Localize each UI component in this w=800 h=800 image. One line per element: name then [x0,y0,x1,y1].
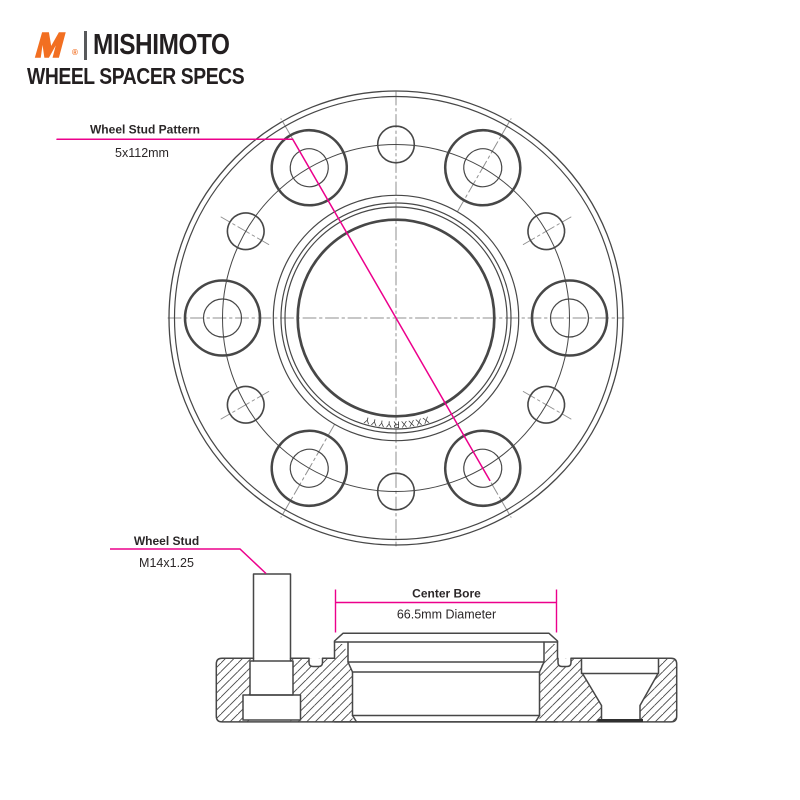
center-bore-label: Center Bore [412,586,481,601]
countersink-exit-edge [598,719,644,722]
counterbore-opening [582,659,659,674]
right-groove [558,658,571,666]
wheel-stud-label: Wheel Stud [133,534,200,548]
stud-pattern-value: 5x112mm [115,146,169,160]
wheel-stud-value: M14x1.25 [139,556,194,570]
page-subtitle: WHEEL SPACER SPECS [27,63,245,89]
wheel-stud-shaft [254,574,291,661]
left-groove [309,658,323,666]
stud-head-zone [243,695,301,720]
spacer-top-view [57,91,624,546]
spacer-section-view [110,534,677,722]
part-number-arc-text: XXXXRYYYY [361,414,431,430]
center-bore-value: 66.5mm Diameter [396,607,497,622]
bore-zone [335,633,558,722]
stud-pattern-label: Wheel Stud Pattern [89,122,201,137]
countersink-stem [602,706,641,720]
registered-mark: ® [72,48,78,57]
stud-press-zone [250,661,293,695]
brand-name: MISHIMOTO [93,29,230,61]
